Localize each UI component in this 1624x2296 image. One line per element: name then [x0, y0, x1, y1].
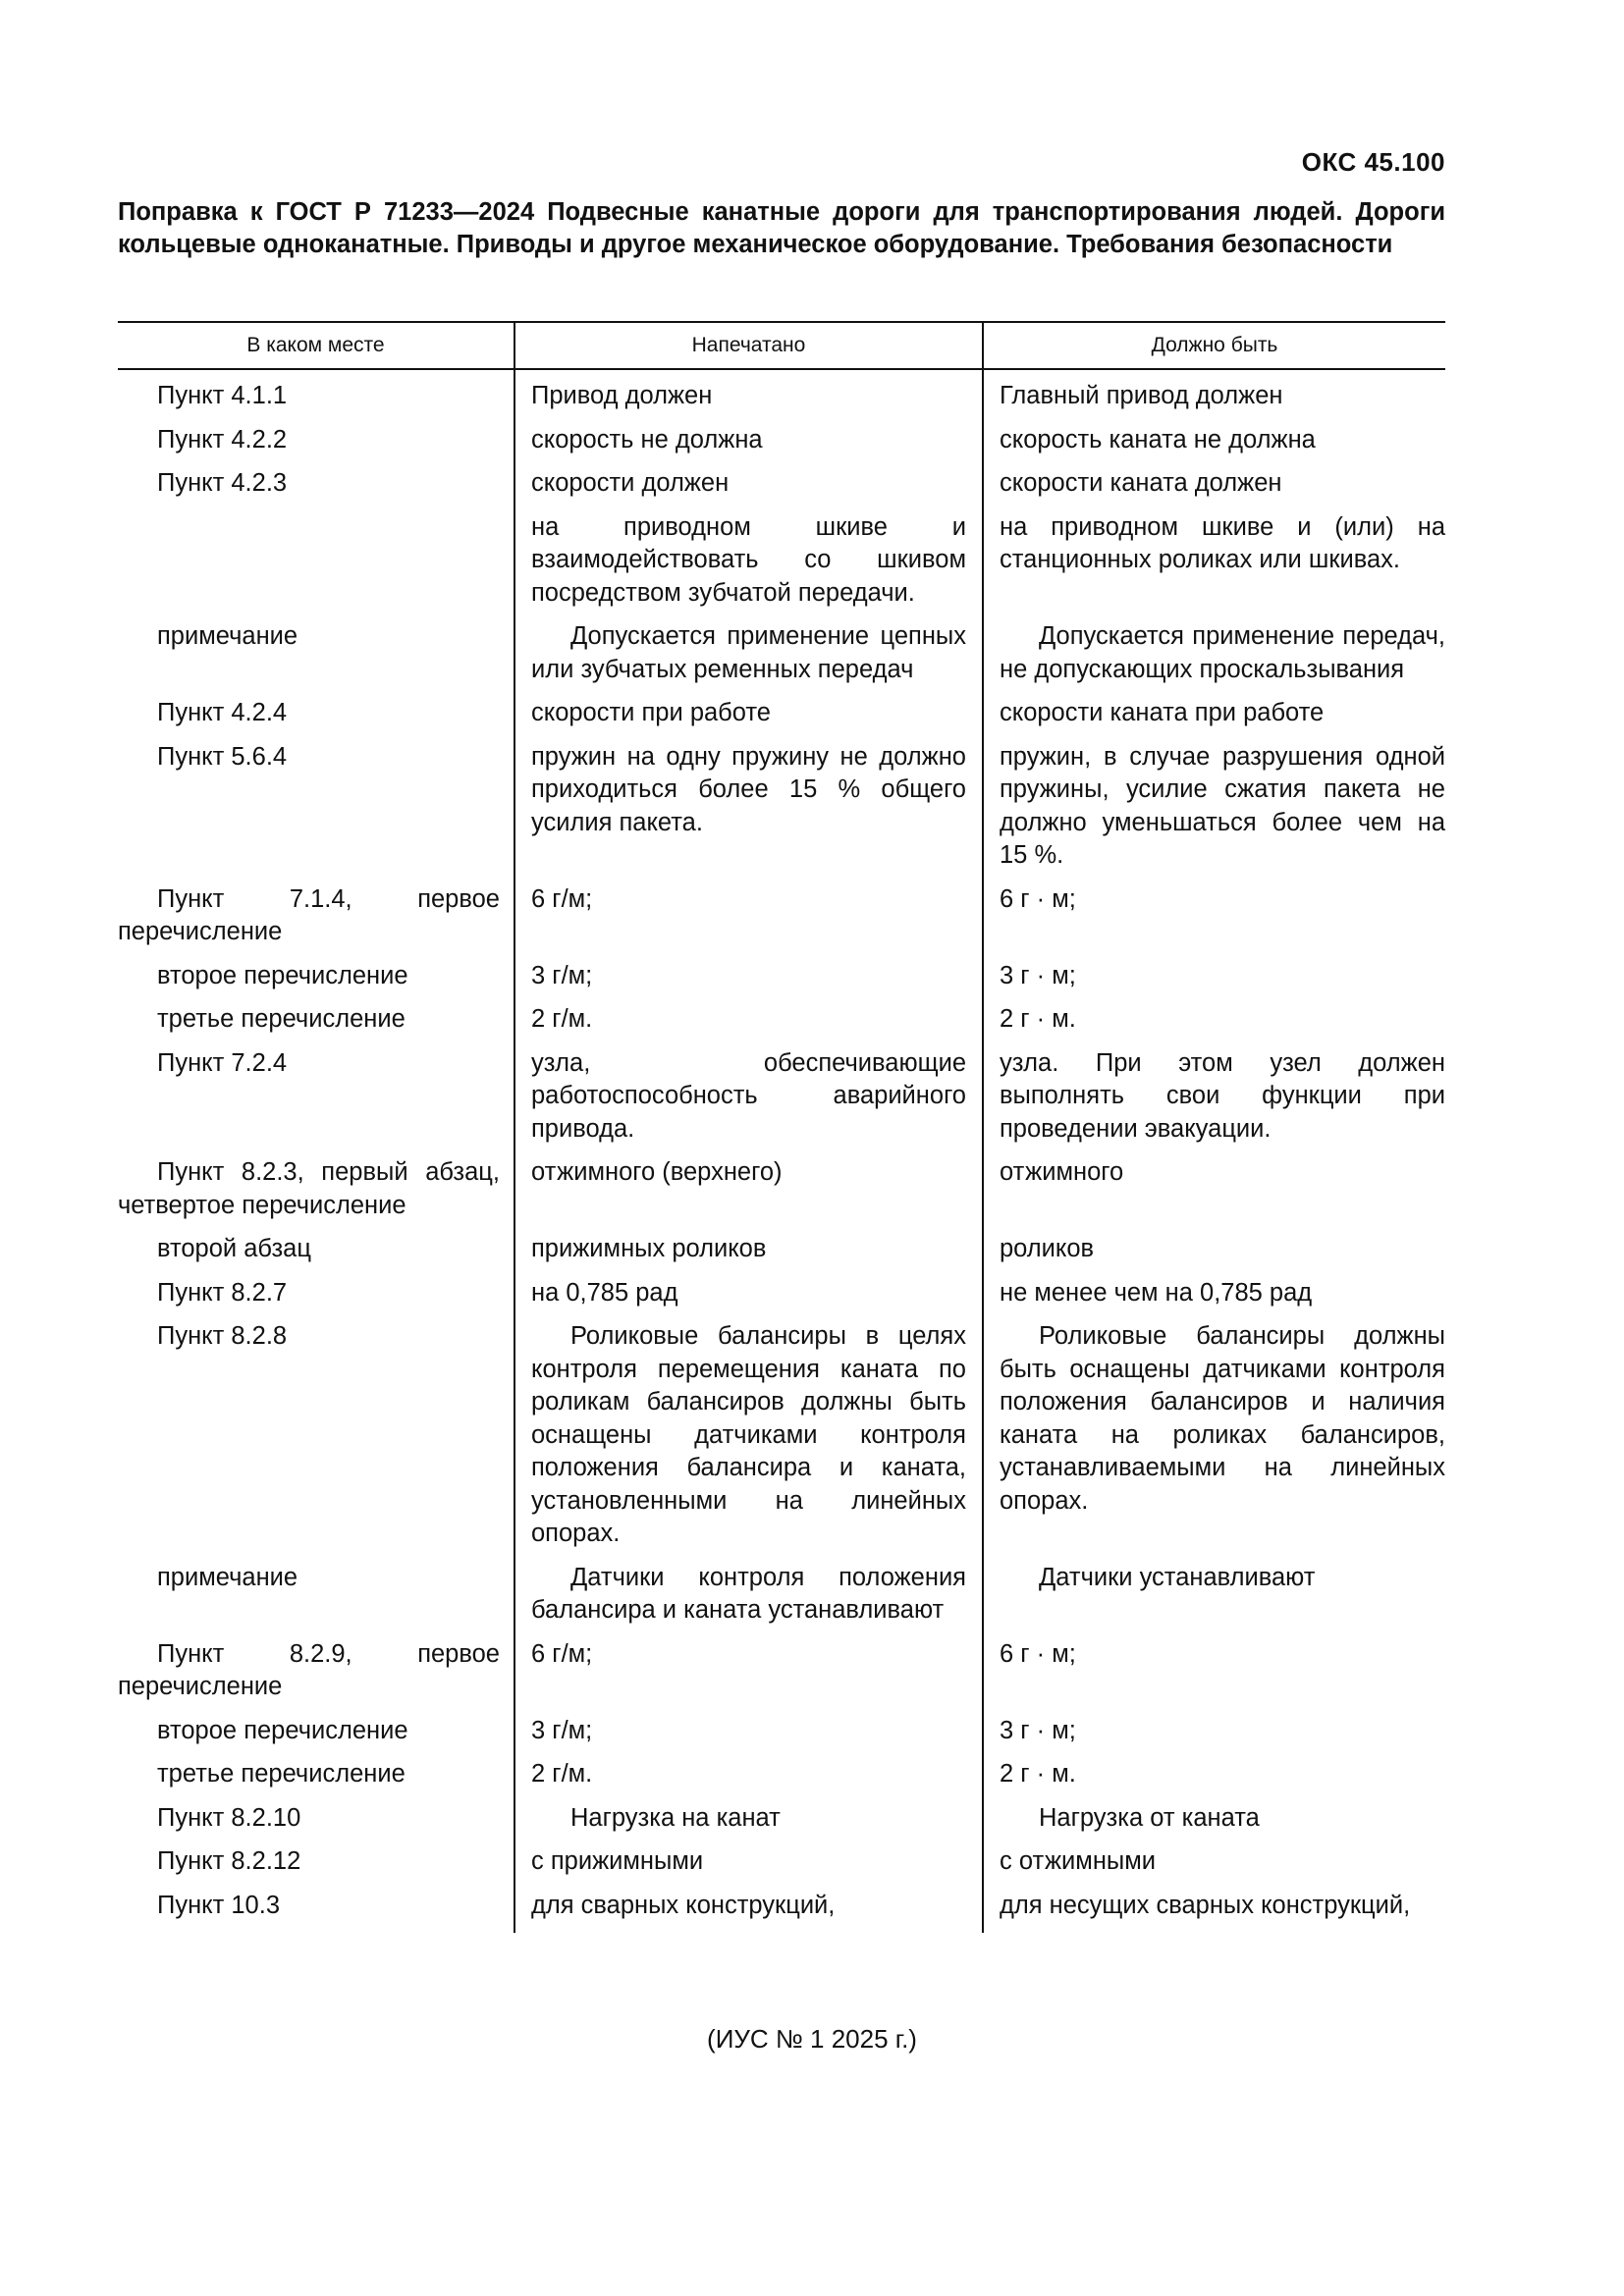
printed-text: Нагрузка на канат: [570, 1803, 781, 1832]
cell-printed: [514, 1638, 983, 1715]
header-place: В каком месте: [118, 322, 514, 369]
cell-place: [118, 1277, 514, 1321]
table-header-row: [118, 322, 1445, 369]
printed-text: Роликовые балансиры в целях контроля перемещения каната по роликам балансиров должны быть оснащены датчиками контроля положения балансира и каната, установленными на линейных опорах.: [531, 1322, 966, 1547]
should-text: 2 г · м.: [1000, 1005, 1076, 1033]
printed-text: 2 г/м.: [531, 1005, 593, 1033]
printed-text: 3 г/м;: [531, 961, 593, 989]
place-text: второй абзац: [157, 1235, 311, 1262]
table-row: [118, 1233, 1445, 1277]
cell-should-be: [983, 1003, 1445, 1047]
table-row: [118, 960, 1445, 1004]
cell-printed: [514, 1233, 983, 1277]
printed-text: Датчики контроля положения балансира и каната устанавливают: [531, 1563, 966, 1624]
cell-should-be: [983, 424, 1445, 468]
cell-place: [118, 1802, 514, 1846]
place-text: третье перечисление: [157, 1005, 406, 1033]
printed-text: с прижимными: [531, 1847, 704, 1875]
table-row: [118, 1638, 1445, 1715]
place-text: второе перечисление: [157, 1716, 408, 1744]
cell-should-be: [983, 1802, 1445, 1846]
place-text: Пункт 8.2.8: [157, 1322, 288, 1350]
table-row: [118, 741, 1445, 883]
should-text: Датчики устанавливают: [1039, 1563, 1316, 1591]
printed-text: узла, обеспечивающие работоспособность аварийного привода.: [531, 1048, 966, 1143]
document-title: Поправка к ГОСТ Р 71233—2024 Подвесные канатные дороги для транспортирования людей. Дороги кольцевые одноканатные. Приводы и другое механическое оборудование. Требования безопасности: [118, 198, 1445, 258]
classification-code: ОКС 45.100: [1301, 147, 1445, 177]
cell-place: [118, 1562, 514, 1638]
cell-should-be: [983, 1277, 1445, 1321]
cell-should-be: [983, 697, 1445, 741]
should-text: пружин, в случае разрушения одной пружины, усилие сжатия пакета не должно уменьшаться более чем на 15 %.: [1000, 742, 1445, 869]
table-row: [118, 620, 1445, 697]
printed-text: на приводном шкиве и взаимодействовать со шкивом посредством зубчатой передачи.: [531, 512, 966, 607]
should-text: 2 г · м.: [1000, 1760, 1076, 1788]
cell-printed: [514, 620, 983, 697]
should-text: роликов: [1000, 1235, 1095, 1262]
should-text: узла. При этом узел должен выполнять свои функции при проведении эвакуации.: [1000, 1048, 1445, 1143]
table-row: [118, 1562, 1445, 1638]
cell-should-be: [983, 1233, 1445, 1277]
cell-place: [118, 511, 514, 621]
printed-text: отжимного (верхнего): [531, 1158, 783, 1186]
should-text: для несущих сварных конструкций,: [1000, 1891, 1411, 1919]
should-text: с отжимными: [1000, 1847, 1157, 1875]
cell-should-be: [983, 1845, 1445, 1890]
cell-should-be: [983, 1890, 1445, 1934]
table-row: [118, 467, 1445, 511]
header-should-be: Должно быть: [983, 322, 1445, 369]
cell-printed: [514, 1562, 983, 1638]
cell-place: [118, 1758, 514, 1802]
cell-place: [118, 883, 514, 960]
place-text: Пункт 4.1.1: [157, 382, 288, 409]
cell-place: [118, 1233, 514, 1277]
should-text: 3 г · м;: [1000, 961, 1076, 989]
cell-printed: [514, 1802, 983, 1846]
table-row: [118, 697, 1445, 741]
cell-should-be: [983, 1156, 1445, 1233]
cell-printed: [514, 741, 983, 883]
table-row: [118, 1715, 1445, 1759]
cell-should-be: [983, 511, 1445, 621]
table-row: [118, 883, 1445, 960]
cell-should-be: [983, 1638, 1445, 1715]
cell-should-be: [983, 369, 1445, 424]
cell-place: [118, 1003, 514, 1047]
cell-place: [118, 1715, 514, 1759]
printed-text: 6 г/м;: [531, 1639, 593, 1668]
printed-text: для сварных конструкций,: [531, 1891, 836, 1919]
should-text: скорости каната при работе: [1000, 699, 1325, 726]
cell-place: [118, 960, 514, 1004]
place-text: Пункт 5.6.4: [157, 742, 288, 771]
place-text: Пункт 10.3: [157, 1891, 280, 1919]
should-text: Роликовые балансиры должны быть оснащены датчиками контроля положения балансиров и наличия каната на роликах балансиров, устанавливаемыми на линейных опорах.: [1000, 1322, 1445, 1515]
cell-place: [118, 1638, 514, 1715]
cell-place: [118, 1845, 514, 1890]
place-text: Пункт 8.2.12: [157, 1847, 301, 1875]
cell-printed: [514, 1758, 983, 1802]
printed-text: скорости должен: [531, 469, 730, 497]
cell-should-be: [983, 741, 1445, 883]
table-row: [118, 1845, 1445, 1890]
cell-printed: [514, 1320, 983, 1562]
table-row: [118, 1890, 1445, 1934]
place-text: Пункт 4.2.3: [157, 469, 288, 497]
cell-place: [118, 369, 514, 424]
should-text: скорости каната должен: [1000, 469, 1282, 497]
should-text: на приводном шкиве и (или) на станционных роликах или шкивах.: [1000, 512, 1445, 573]
cell-place: [118, 467, 514, 511]
printed-text: прижимных роликов: [531, 1235, 767, 1262]
cell-printed: [514, 883, 983, 960]
cell-printed: [514, 960, 983, 1004]
cell-should-be: [983, 1758, 1445, 1802]
place-text: Пункт 8.2.7: [157, 1278, 288, 1307]
table-row: [118, 1277, 1445, 1321]
cell-should-be: [983, 467, 1445, 511]
cell-printed: [514, 424, 983, 468]
printed-text: на 0,785 рад: [531, 1278, 678, 1307]
table-row: [118, 1802, 1445, 1846]
should-text: скорость каната не должна: [1000, 425, 1316, 454]
table-row: [118, 424, 1445, 468]
cell-printed: [514, 1156, 983, 1233]
should-text: 6 г · м;: [1000, 884, 1076, 913]
cell-place: [118, 1047, 514, 1157]
should-text: не менее чем на 0,785 рад: [1000, 1278, 1313, 1307]
table-row: [118, 1320, 1445, 1562]
table-row: [118, 1156, 1445, 1233]
should-text: Допускается применение передач, не допускающих проскальзывания: [1000, 622, 1445, 683]
cell-should-be: [983, 1047, 1445, 1157]
cell-printed: [514, 1845, 983, 1890]
place-text: Пункт 8.2.3, первый абзац, четвертое перечисление: [118, 1158, 500, 1219]
place-text: Пункт 4.2.2: [157, 425, 288, 454]
cell-printed: [514, 1890, 983, 1934]
place-text: Пункт 8.2.9, первое перечисление: [118, 1639, 500, 1700]
printed-text: 2 г/м.: [531, 1760, 593, 1788]
cell-place: [118, 424, 514, 468]
table-row: [118, 1003, 1445, 1047]
cell-should-be: [983, 883, 1445, 960]
cell-place: [118, 697, 514, 741]
should-text: 3 г · м;: [1000, 1716, 1076, 1744]
place-text: Пункт 7.1.4, первое перечисление: [118, 884, 500, 945]
table-row: [118, 1047, 1445, 1157]
cell-should-be: [983, 1562, 1445, 1638]
printed-text: Привод должен: [531, 382, 713, 409]
place-text: Пункт 8.2.10: [157, 1803, 301, 1832]
publication-footer: (ИУС № 1 2025 г.): [707, 2024, 917, 2054]
cell-should-be: [983, 1715, 1445, 1759]
cell-printed: [514, 511, 983, 621]
place-text: второе перечисление: [157, 961, 408, 989]
cell-printed: [514, 467, 983, 511]
printed-text: Допускается применение цепных или зубчатых ременных передач: [531, 622, 966, 683]
cell-should-be: [983, 960, 1445, 1004]
place-text: примечание: [157, 622, 298, 650]
printed-text: скорость не должна: [531, 425, 763, 454]
cell-printed: [514, 1003, 983, 1047]
cell-should-be: [983, 620, 1445, 697]
printed-text: 3 г/м;: [531, 1716, 593, 1744]
cell-printed: [514, 1047, 983, 1157]
should-text: 6 г · м;: [1000, 1639, 1076, 1668]
should-text: Главный привод должен: [1000, 382, 1283, 409]
cell-place: [118, 1890, 514, 1934]
table-row: [118, 369, 1445, 424]
table-row: [118, 511, 1445, 621]
cell-should-be: [983, 1320, 1445, 1562]
place-text: Пункт 4.2.4: [157, 699, 288, 726]
place-text: третье перечисление: [157, 1760, 406, 1788]
cell-printed: [514, 697, 983, 741]
cell-place: [118, 1320, 514, 1562]
printed-text: 6 г/м;: [531, 884, 593, 913]
should-text: отжимного: [1000, 1158, 1124, 1186]
cell-printed: [514, 369, 983, 424]
cell-place: [118, 1156, 514, 1233]
corrections-table: [118, 321, 1445, 1933]
printed-text: скорости при работе: [531, 699, 771, 726]
printed-text: пружин на одну пружину не должно приходиться более 15 % общего усилия пакета.: [531, 742, 966, 836]
table-row: [118, 1758, 1445, 1802]
should-text: Нагрузка от каната: [1039, 1803, 1260, 1832]
cell-place: [118, 620, 514, 697]
cell-printed: [514, 1277, 983, 1321]
place-text: Пункт 7.2.4: [157, 1048, 288, 1077]
header-printed: Напечатано: [514, 322, 983, 369]
place-text: примечание: [157, 1563, 298, 1591]
cell-printed: [514, 1715, 983, 1759]
cell-place: [118, 741, 514, 883]
